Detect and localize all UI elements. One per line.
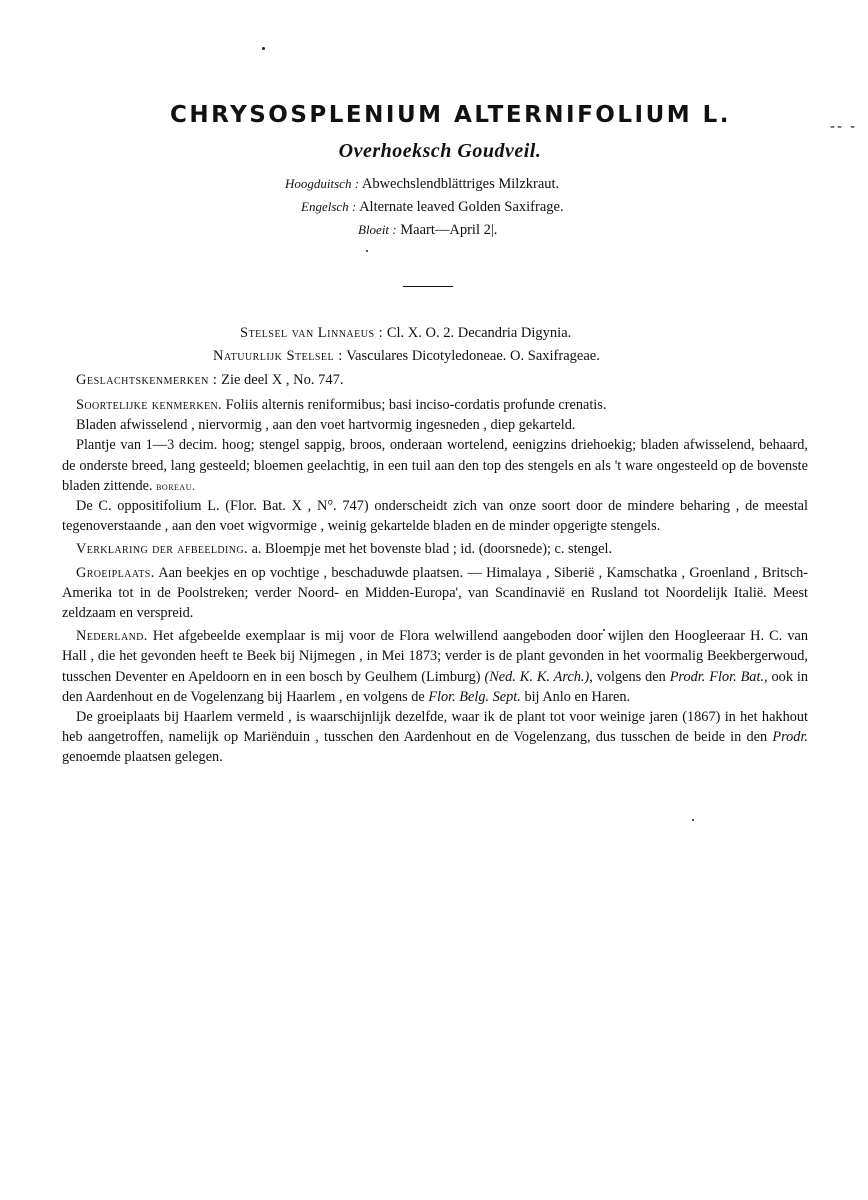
genus-characters-value: Zie deel X , No. 747.	[221, 372, 344, 388]
english-label: Engelsch :	[301, 199, 357, 214]
illustration-explanation-label: Verklaring der afbeelding.	[76, 541, 248, 558]
flowering-value: Maart—April 2|.	[400, 222, 498, 238]
genus-characters-label: Geslachtskenmerken :	[76, 372, 218, 388]
english-name-line	[301, 199, 564, 216]
description-body	[62, 395, 808, 768]
plant-description-text: Plantje van 1—3 decim. hoog; stengel sappig, broos, onderaan wortelend, eenigzins driehoekig; bladen afwisselend, behaard, de onderste breed, lang gesteeld; bloemen geelachtig, in een tuil aan den top des stengels en als 't ware ongesteeld op de bovenste bladen zittende.	[62, 437, 808, 494]
species-title: CHRYSOSPLENIUM ALTERNIFOLIUM L.	[170, 102, 732, 128]
german-name: Abwechslendblättriges Milzkraut.	[361, 176, 560, 192]
german-name-line	[285, 176, 559, 193]
corner-mark: -- -	[830, 118, 858, 135]
ned-reference: (Ned. K. K. Arch.),	[484, 668, 593, 685]
german-label: Hoogduitsch :	[285, 176, 360, 191]
ink-speck	[262, 47, 265, 50]
natural-system-value: Vasculares Dicotyledoneae. O. Saxifrageae.	[346, 348, 600, 364]
linnaeus-label: Stelsel van Linnaeus :	[240, 325, 384, 341]
illustration-explanation-paragraph	[62, 539, 808, 559]
netherlands-text-3: , ook in den Aardenhout en de Vogelenzang bij Haarlem , en volgens de	[62, 668, 809, 705]
plant-description-paragraph	[62, 435, 808, 496]
habitat-paragraph	[62, 563, 808, 624]
ink-speck	[366, 250, 368, 252]
common-name-subtitle: Overhoeksch Goudveil.	[338, 140, 542, 162]
natural-system-line	[213, 348, 600, 365]
linnaeus-value: Cl. X. O. 2. Decandria Digynia.	[386, 325, 572, 341]
natural-system-label: Natuurlijk Stelsel :	[213, 348, 343, 364]
section-divider	[403, 286, 453, 287]
oppositifolium-paragraph	[62, 496, 808, 536]
ink-speck	[692, 819, 694, 821]
species-characters-paragraph	[62, 395, 808, 415]
flowering-label: Bloeit :	[358, 222, 397, 237]
species-characters-latin: Foliis alternis reniformibus; basi inciso-cordatis profunde crenatis.	[225, 397, 607, 413]
netherlands-paragraph	[62, 626, 808, 707]
prodr-short-reference: Prodr.	[772, 729, 809, 746]
species-characters-dutch-text: Bladen afwisselend , niervormig , aan den voet hartvormig ingesneden , diep gekarteld.	[76, 417, 576, 434]
illustration-explanation-text: a. Bloempje met het bovenste blad ; id. (doorsnede); c. stengel.	[251, 541, 613, 558]
species-characters-label: Soortelijke kenmerken.	[76, 397, 223, 413]
author-citation: boreau.	[156, 478, 196, 493]
netherlands-text-4: bij Anlo en Haren.	[524, 688, 631, 705]
belg-reference: Flor. Belg. Sept.	[428, 688, 521, 705]
habitat-label: Groeiplaats.	[76, 564, 155, 581]
netherlands-text-2: volgens den	[596, 668, 666, 685]
flowering-line	[358, 222, 497, 239]
prodr-reference: Prodr. Flor. Bat.	[669, 668, 765, 685]
netherlands-text-1: Het afgebeelde exemplaar is mij voor de Flora welwillend aangeboden door wijlen den Hoogleeraar H. C. van Hall , die het gevonden heeft te Beek bij Nijmegen , in Mei 1873; verder is de plant gevonden in het voormalig Beekbergerwoud, tusschen Deventer en Apeldoorn en in een bosch by Geulhem (Limburg)	[62, 628, 808, 685]
netherlands-label: Nederland.	[76, 628, 148, 645]
habitat-text: Aan beekjes en op vochtige , beschaduwde plaatsen. — Himalaya , Siberië , Kamschatka , Groenland , Britsch-Amerika tot in de Poolstreken; verder Noord- en Midden-Europa', van Scandinavië en Rusland tot Noordelijk Italië. Meest zeldzaam en verspreid.	[62, 564, 808, 622]
haarlem-paragraph	[62, 707, 808, 768]
oppositifolium-text: De C. oppositifolium L. (Flor. Bat. X , N°. 747) onderscheidt zich van onze soort door de mindere beharing , de meestal tegenoverstaande , aan den voet wigvormige , weinig gekartelde bladen en de minder opgerigte stengels.	[62, 498, 808, 535]
species-characters-dutch	[62, 415, 808, 435]
genus-characters-line	[76, 372, 344, 389]
linnaeus-system-line	[240, 325, 571, 342]
english-name: Alternate leaved Golden Saxifrage.	[359, 199, 564, 215]
haarlem-text-1: De groeiplaats bij Haarlem vermeld , is waarschijnlijk dezelfde, waar ik de plant tot voor weinige jaren (1867) in het hakhout heb aangetroffen, namelijk op Mariënduin , tusschen den Aardenhout en de Vogelenzang, dus tusschen de beide in den	[62, 709, 808, 746]
haarlem-text-2: genoemde plaatsen gelegen.	[62, 749, 223, 766]
